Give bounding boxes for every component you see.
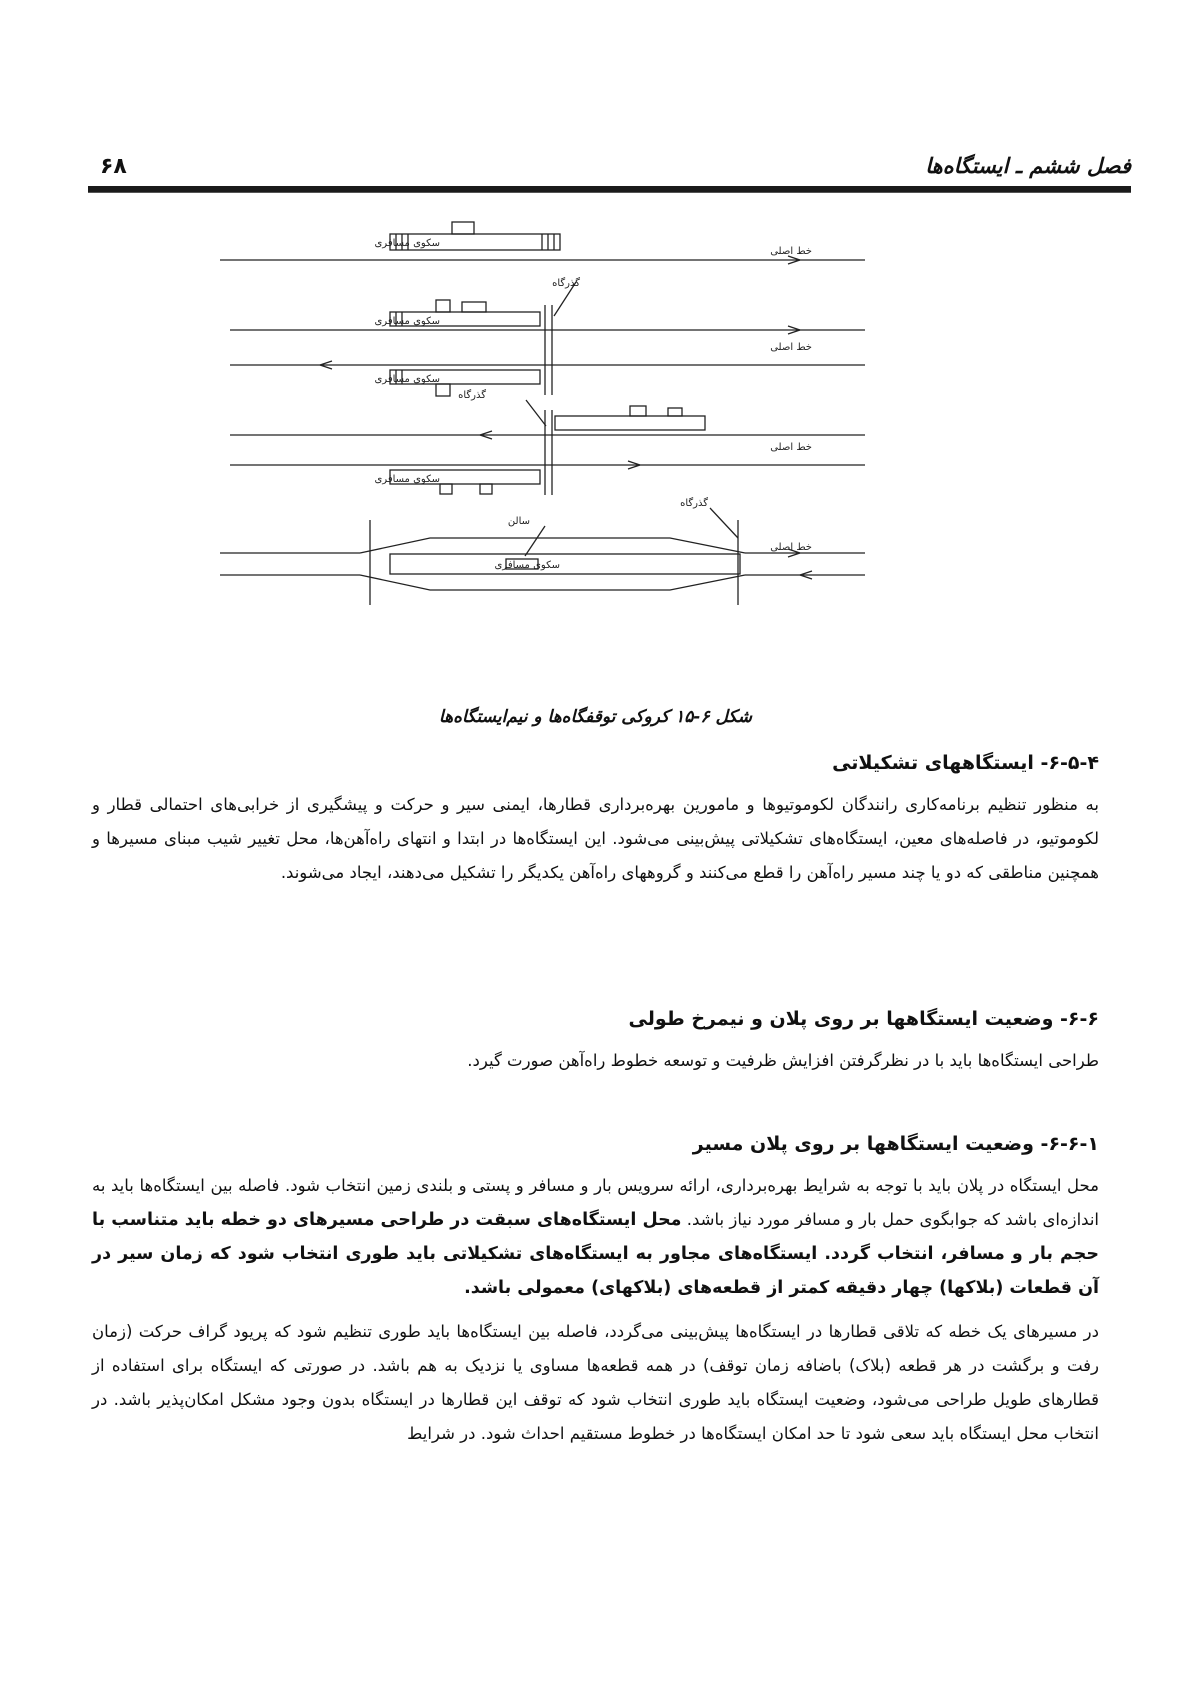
- platform-label: سکوی مسافری: [374, 374, 440, 385]
- section-heading: ۶-۵-۴- ایستگاههای تشکیلاتی: [832, 752, 1099, 774]
- page-header: [88, 152, 1131, 196]
- section-organizational-stations: [92, 752, 1099, 900]
- sketch-halt-4: [220, 508, 865, 605]
- main-line-label: خط اصلی: [770, 542, 812, 553]
- figure-caption: شکل ۶-۱۵ کروکی توقفگاه‌ها و نیم‌ایستگاه‌ها: [438, 707, 753, 727]
- station-sketch-drawing: [200, 220, 960, 660]
- crossing-label: گذرگاه: [458, 390, 486, 401]
- platform-label: سکوی مسافری: [374, 474, 440, 485]
- sketch-halt-2: [230, 282, 865, 396]
- section-heading: ۶-۶- وضعیت ایستگاهها بر روی پلان و نیمرخ طولی: [628, 1008, 1099, 1030]
- emphasized-text: محل ایستگاه‌های سبقت در طراحی مسیرهای دو خطه باید متناسب با حجم بار و مسافر، انتخاب گردد. ایستگاه‌های مجاور به ایستگاه‌های تشکیلاتی باید طوری انتخاب شود که زمان سیر در آن قطعات (بلاکها) چهار دقیقه کمتر از قطعه‌های (بلاکهای) معمولی باشد.: [92, 1210, 1099, 1298]
- platform-label: سکوی مسافری: [374, 316, 440, 327]
- paragraph-text: محل ایستگاه در پلان باید با توجه به شرایط بهره‌برداری، ارائه سرویس بار و مسافر و پستی و بلندی زمین انتخاب شود. فاصله بین ایستگاه‌ها باید به اندازه‌ای باشد که جوابگوی حمل بار و مسافر مورد نیاز باشد.: [92, 1176, 1099, 1229]
- station-sketch-figure: [200, 220, 960, 660]
- section-stations-plan-profile: [92, 1008, 1099, 1088]
- body-paragraph: به منظور تنظیم برنامه‌کاری رانندگان لکوموتیوها و مامورین بهره‌برداری قطارها، ایمنی سیر و حرکت و پیشگیری از خرابی‌های احتمالی قطار و لکوموتیو، در فاصله‌های معین، ایستگاه‌های تشکیلاتی پیش‌بینی می‌شود. این ایستگاه‌ها در ابتدا و انتهای راه‌آهن‌ها، محل تغییر شیب مبنای مسیرها و همچنین مناطقی که دو یا چند مسیر راه‌آهن را قطع می‌کنند و گروههای راه‌آهن یکدیگر را تشکیل می‌دهند، ایجاد می‌شوند.: [92, 795, 1099, 882]
- header-rule: [88, 186, 1131, 193]
- hall-label: سالن: [507, 516, 530, 527]
- body-paragraph: طراحی ایستگاه‌ها باید با در نظرگرفتن افزایش ظرفیت و توسعه خطوط راه‌آهن صورت گیرد.: [467, 1051, 1099, 1070]
- main-line-label: خط اصلی: [770, 342, 812, 353]
- platform-label: سکوی مسافری: [494, 560, 560, 571]
- body-paragraph: [92, 1169, 1099, 1305]
- crossing-label: گذرگاه: [680, 498, 708, 509]
- main-line-label: خط اصلی: [770, 246, 812, 257]
- sketch-halt-1: [220, 222, 865, 264]
- section-stations-route-plan: [92, 1133, 1099, 1461]
- chapter-title: فصل ششم ـ ایستگاه‌ها: [925, 154, 1131, 178]
- platform-label: سکوی مسافری: [374, 238, 440, 249]
- crossing-label: گذرگاه: [552, 278, 580, 289]
- main-line-label: خط اصلی: [770, 442, 812, 453]
- page-number: ۶۸: [100, 154, 127, 179]
- body-paragraph: در مسیرهای یک خطه که تلاقی قطارها در ایستگاه‌ها پیش‌بینی می‌گردد، فاصله بین ایستگاه‌ها باید طوری تنظیم شود که پریود گراف حرکت (زمان رفت و برگشت در هر قطعه (بلاک) باضافه زمان توقف) در همه قطعه‌ها مساوی یا نزدیک به هم باشد. در صورتی که ایستگاه برای استفاده از قطارهای طویل طراحی می‌شود، وضعیت ایستگاه باید طوری انتخاب شود که توقف این قطارها در ایستگاه بدون وجود مشکل امکان‌پذیر باشد. در انتخاب محل ایستگاه باید سعی شود تا حد امکان ایستگاه‌ها در خطوط مستقیم احداث شود. در شرایط: [92, 1322, 1099, 1443]
- section-heading: ۶-۶-۱- وضعیت ایستگاهها بر روی پلان مسیر: [692, 1133, 1099, 1155]
